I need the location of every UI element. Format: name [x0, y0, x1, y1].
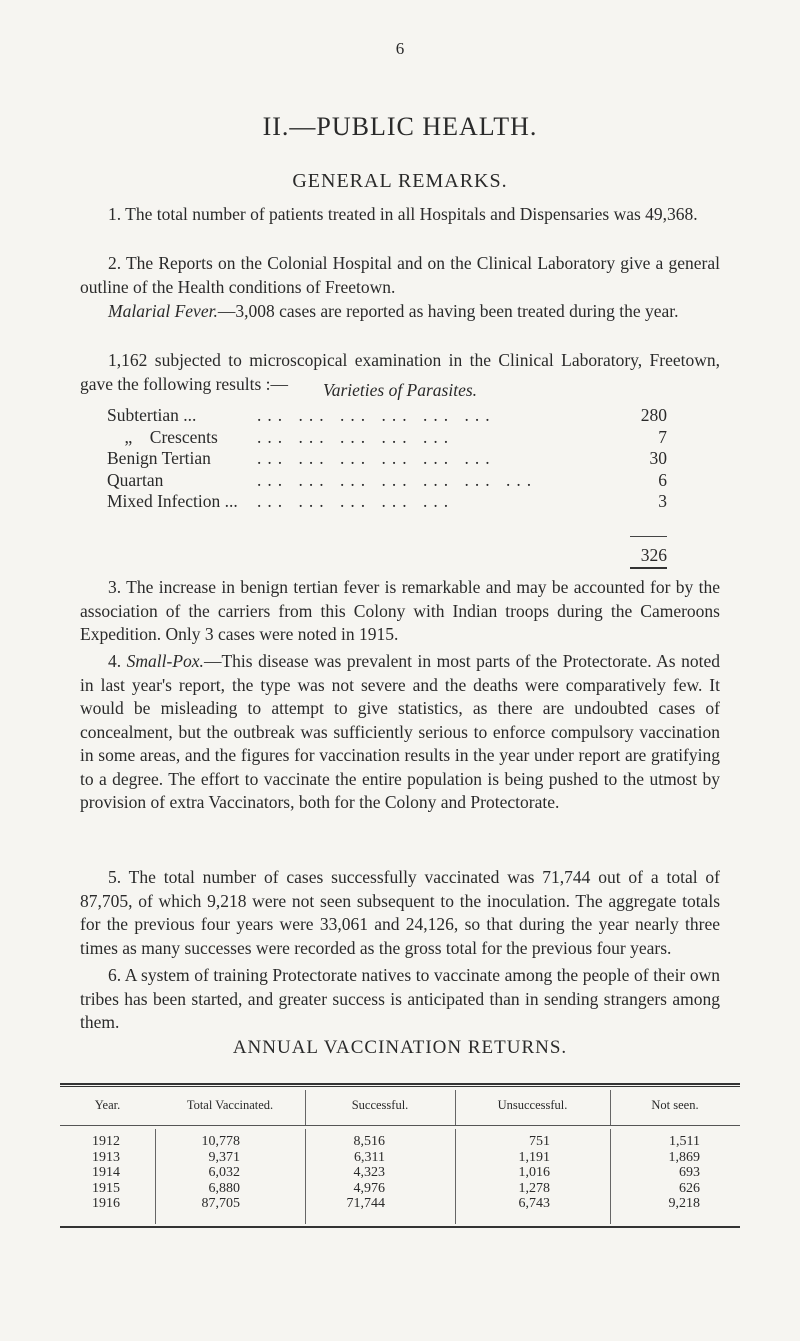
- parasite-count: 3: [658, 491, 667, 511]
- header-unsuccessful: Unsuccessful.: [497, 1098, 568, 1112]
- table-row: [60, 1181, 740, 1197]
- cell-total: 9,371: [208, 1149, 240, 1165]
- cell-not-seen: 1,511: [669, 1134, 700, 1149]
- leader-dots: ... ... ... ... ...: [257, 426, 455, 447]
- table-header: [60, 1087, 740, 1126]
- smallpox-text: —This disease was prevalent in most parts of the Protectorate. As noted in last year's report, the type was not severe and the deaths were comparatively few. It would be misleading to attempt to give statistics, as there are undoubted cases of concealment, but the outbreak was sufficiently serious to enforce compulsory vaccination in some areas, and the figures for vaccination results in the year under report are gratifying to a degree. The effort to vaccinate the entire population is being pushed to the utmost by provision of extra Vaccinators, both for the Colony and Protectorate.: [80, 651, 721, 812]
- cell-not-seen: 1,869: [668, 1149, 700, 1165]
- vaccination-table: [60, 1083, 740, 1228]
- paragraph-smallpox: [80, 650, 720, 815]
- parasite-total: 326: [640, 545, 667, 565]
- malarial-text: —3,008 cases are reported as having been treated during the year.: [217, 301, 679, 321]
- parasite-row: [107, 470, 667, 492]
- paragraph-6: 6. A system of training Protectorate natives to vaccinate among the people of their own tribes has been started, and greater success is anticipated than in sending strangers among them.: [80, 965, 720, 1032]
- cell-year: 1912: [92, 1134, 120, 1149]
- malarial-heading: Malarial Fever.: [108, 301, 218, 321]
- header-successful: Successful.: [351, 1098, 409, 1112]
- cell-year: 1913: [92, 1149, 120, 1165]
- paragraph-5: 5. The total number of cases successfully vaccinated was 71,744 out of a total of 87,705, of which 9,218 were not seen subsequent to the inoculation. The aggregate totals for the previous four years were 33,061 and 24,126, so that during the year nearly three times as many successes were recorded as the gross total for the previous four years.: [80, 867, 720, 958]
- column-divider: [610, 1090, 611, 1125]
- header-not-seen: Not seen.: [651, 1098, 699, 1112]
- table-body: [60, 1126, 740, 1224]
- cell-year: 1915: [92, 1180, 120, 1196]
- parasite-name: „ Crescents: [107, 426, 218, 447]
- cell-total: 6,032: [208, 1165, 240, 1180]
- cell-total: 10,778: [201, 1134, 240, 1149]
- cell-year: 1914: [92, 1165, 120, 1180]
- leader-dots: ... ... ... ... ... ...: [257, 448, 496, 468]
- cell-unsuccessful: 6,743: [518, 1196, 550, 1211]
- paragraph-3: 3. The increase in benign tertian fever is remarkable and may be accounted for by the association of the carriers from this Colony with Indian troops during the Cameroons Expedition. Only 3 cases were noted in 1915.: [80, 577, 720, 644]
- sub-title: GENERAL REMARKS.: [292, 170, 508, 192]
- cell-successful: 4,323: [353, 1165, 385, 1180]
- column-divider: [305, 1090, 306, 1125]
- table-bottom-rule: [60, 1226, 740, 1228]
- parasite-row: [107, 427, 667, 449]
- smallpox-number: 4.: [108, 651, 127, 671]
- table-row: [60, 1134, 740, 1150]
- column-divider: [455, 1090, 456, 1125]
- leader-dots: ... ... ... ... ... ...: [257, 405, 496, 425]
- section-title: II.—PUBLIC HEALTH.: [262, 112, 538, 141]
- cell-successful: 8,516: [353, 1134, 385, 1149]
- paragraph-1: 1. The total number of patients treated in all Hospitals and Dispensaries was 49,368.: [108, 204, 698, 224]
- header-total: Total Vaccinated.: [186, 1098, 274, 1112]
- table-top-rule: [60, 1083, 740, 1085]
- cell-unsuccessful: 1,191: [518, 1149, 550, 1165]
- parasite-name: Subtertian ...: [107, 405, 197, 425]
- cell-not-seen: 9,218: [668, 1196, 700, 1211]
- parasite-count: 280: [640, 405, 667, 425]
- sum-rule: [630, 536, 667, 537]
- leader-dots: ... ... ... ... ... ... ...: [257, 469, 538, 490]
- parasite-name: Benign Tertian: [107, 448, 211, 468]
- parasite-row: [107, 448, 667, 470]
- cell-total: 6,880: [208, 1180, 240, 1196]
- cell-total: 87,705: [201, 1196, 240, 1211]
- table-row: [60, 1150, 740, 1166]
- parasite-count: 6: [658, 469, 667, 490]
- cell-not-seen: 693: [679, 1165, 700, 1180]
- parasite-name: Mixed Infection ...: [107, 491, 238, 511]
- parasites-title: Varieties of Parasites.: [322, 380, 478, 400]
- paragraph-microscopic: 1,162 subjected to microscopical examination in the Clinical Laboratory, Freetown, gave the following results :—: [80, 350, 720, 394]
- cell-year: 1916: [92, 1196, 120, 1211]
- leader-dots: ... ... ... ... ...: [257, 491, 455, 511]
- cell-successful: 71,744: [346, 1196, 385, 1211]
- total-double-rule: [630, 567, 667, 569]
- paragraph-malarial: [80, 300, 720, 324]
- header-year: Year.: [94, 1098, 121, 1112]
- vaccination-table-title: ANNUAL VACCINATION RETURNS.: [232, 1037, 568, 1058]
- parasite-name: Quartan: [107, 469, 164, 490]
- cell-successful: 4,976: [353, 1180, 385, 1196]
- parasite-count: 7: [658, 426, 667, 447]
- parasite-row: [107, 491, 667, 513]
- cell-unsuccessful: 1,016: [518, 1165, 550, 1180]
- paragraph-2: 2. The Reports on the Colonial Hospital and on the Clinical Laboratory give a general outline of the Health conditions of Freetown.: [80, 253, 720, 297]
- parasite-count: 30: [649, 448, 667, 468]
- parasite-row: [107, 405, 667, 427]
- cell-unsuccessful: 1,278: [518, 1180, 550, 1196]
- cell-unsuccessful: 751: [529, 1134, 550, 1149]
- table-row: [60, 1165, 740, 1181]
- page-number: 6: [395, 39, 405, 58]
- parasite-list: [107, 405, 667, 513]
- cell-not-seen: 626: [679, 1180, 700, 1196]
- smallpox-heading: Small-Pox.: [126, 651, 204, 671]
- cell-successful: 6,311: [354, 1149, 385, 1165]
- table-row: [60, 1196, 740, 1212]
